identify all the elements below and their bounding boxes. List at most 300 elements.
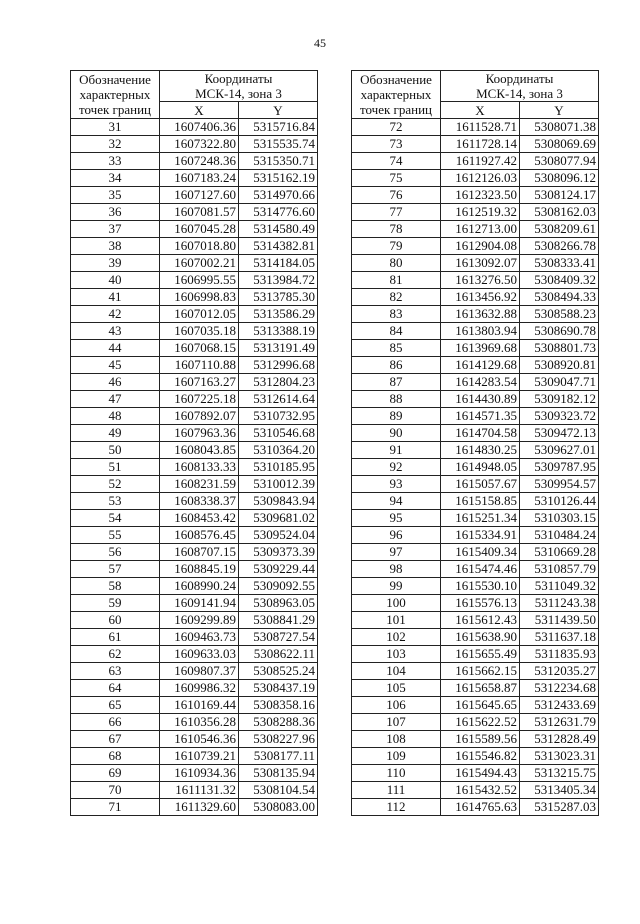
table-row <box>352 374 599 391</box>
y-coordinate-cell: 5315287.03 <box>520 799 599 816</box>
point-id-cell: 108 <box>352 731 441 748</box>
y-coordinate-cell: 5308124.17 <box>520 187 599 204</box>
table-row <box>352 544 599 561</box>
x-coordinate-cell: 1615638.90 <box>441 629 520 646</box>
point-id-cell: 35 <box>71 187 160 204</box>
point-id-cell: 96 <box>352 527 441 544</box>
y-coordinate-cell: 5315162.19 <box>239 170 318 187</box>
point-id-cell: 64 <box>71 680 160 697</box>
table-row <box>71 595 318 612</box>
x-coordinate-cell: 1614830.25 <box>441 442 520 459</box>
point-id-cell: 55 <box>71 527 160 544</box>
table-row <box>352 459 599 476</box>
table-row <box>352 238 599 255</box>
table-row <box>71 476 318 493</box>
y-coordinate-cell: 5308494.33 <box>520 289 599 306</box>
x-coordinate-cell: 1607322.80 <box>160 136 239 153</box>
x-coordinate-cell: 1615409.34 <box>441 544 520 561</box>
point-id-cell: 48 <box>71 408 160 425</box>
table-row <box>352 153 599 170</box>
table-row <box>71 272 318 289</box>
y-coordinate-cell: 5311637.18 <box>520 629 599 646</box>
table-row <box>71 255 318 272</box>
y-coordinate-cell: 5311243.38 <box>520 595 599 612</box>
point-id-cell: 92 <box>352 459 441 476</box>
x-coordinate-cell: 1613632.88 <box>441 306 520 323</box>
y-coordinate-cell: 5311835.93 <box>520 646 599 663</box>
y-coordinate-cell: 5308622.11 <box>239 646 318 663</box>
y-coordinate-cell: 5315350.71 <box>239 153 318 170</box>
x-coordinate-cell: 1607892.07 <box>160 408 239 425</box>
table-row <box>71 748 318 765</box>
point-id-header-line1: Обозначение <box>360 72 432 87</box>
table-row <box>71 782 318 799</box>
table-row <box>352 119 599 136</box>
x-coordinate-cell: 1612519.32 <box>441 204 520 221</box>
y-coordinate-cell: 5310857.79 <box>520 561 599 578</box>
y-coordinate-cell: 5313388.19 <box>239 323 318 340</box>
y-coordinate-cell: 5309092.55 <box>239 578 318 595</box>
y-coordinate-cell: 5312234.68 <box>520 680 599 697</box>
x-header: X <box>160 102 239 119</box>
table-row <box>71 442 318 459</box>
table-row <box>71 170 318 187</box>
point-id-cell: 47 <box>71 391 160 408</box>
y-coordinate-cell: 5310669.28 <box>520 544 599 561</box>
y-coordinate-cell: 5310484.24 <box>520 527 599 544</box>
x-coordinate-cell: 1614571.35 <box>441 408 520 425</box>
x-coordinate-cell: 1613456.92 <box>441 289 520 306</box>
y-coordinate-cell: 5310126.44 <box>520 493 599 510</box>
point-id-cell: 99 <box>352 578 441 595</box>
y-coordinate-cell: 5309229.44 <box>239 561 318 578</box>
y-coordinate-cell: 5308525.24 <box>239 663 318 680</box>
point-id-cell: 44 <box>71 340 160 357</box>
x-coordinate-cell: 1615589.56 <box>441 731 520 748</box>
y-coordinate-cell: 5308727.54 <box>239 629 318 646</box>
y-coordinate-cell: 5314776.60 <box>239 204 318 221</box>
x-coordinate-cell: 1607183.24 <box>160 170 239 187</box>
y-coordinate-cell: 5308162.03 <box>520 204 599 221</box>
y-coordinate-cell: 5309524.04 <box>239 527 318 544</box>
x-coordinate-cell: 1610356.28 <box>160 714 239 731</box>
x-coordinate-cell: 1609986.32 <box>160 680 239 697</box>
table-row <box>71 340 318 357</box>
table-row <box>71 323 318 340</box>
x-coordinate-cell: 1613276.50 <box>441 272 520 289</box>
table-row <box>352 289 599 306</box>
point-id-cell: 57 <box>71 561 160 578</box>
table-row <box>71 374 318 391</box>
x-coordinate-cell: 1609463.73 <box>160 629 239 646</box>
point-id-cell: 104 <box>352 663 441 680</box>
y-coordinate-cell: 5315716.84 <box>239 119 318 136</box>
point-id-cell: 95 <box>352 510 441 527</box>
y-coordinate-cell: 5308690.78 <box>520 323 599 340</box>
y-coordinate-cell: 5309472.13 <box>520 425 599 442</box>
x-coordinate-cell: 1609807.37 <box>160 663 239 680</box>
point-id-header-line3: точек границ <box>359 102 433 117</box>
table-row <box>352 170 599 187</box>
table-row <box>71 680 318 697</box>
y-coordinate-cell: 5310012.39 <box>239 476 318 493</box>
point-id-cell: 72 <box>352 119 441 136</box>
point-id-cell: 93 <box>352 476 441 493</box>
table-row <box>71 578 318 595</box>
x-coordinate-cell: 1613092.07 <box>441 255 520 272</box>
y-coordinate-cell: 5313984.72 <box>239 272 318 289</box>
point-id-cell: 89 <box>352 408 441 425</box>
y-coordinate-cell: 5310364.20 <box>239 442 318 459</box>
x-coordinate-cell: 1615546.82 <box>441 748 520 765</box>
point-id-cell: 73 <box>352 136 441 153</box>
x-coordinate-cell: 1612713.00 <box>441 221 520 238</box>
point-id-cell: 59 <box>71 595 160 612</box>
x-coordinate-cell: 1607225.18 <box>160 391 239 408</box>
point-id-header <box>352 71 441 119</box>
point-id-header <box>71 71 160 119</box>
page-number: 45 <box>314 36 326 50</box>
table-row <box>352 204 599 221</box>
point-id-cell: 32 <box>71 136 160 153</box>
x-coordinate-cell: 1610934.36 <box>160 765 239 782</box>
point-id-cell: 83 <box>352 306 441 323</box>
point-id-cell: 76 <box>352 187 441 204</box>
table-row <box>71 408 318 425</box>
point-id-cell: 87 <box>352 374 441 391</box>
point-id-cell: 97 <box>352 544 441 561</box>
table-row <box>352 391 599 408</box>
y-coordinate-cell: 5313023.31 <box>520 748 599 765</box>
y-coordinate-cell: 5308209.61 <box>520 221 599 238</box>
table-row <box>352 595 599 612</box>
x-coordinate-cell: 1610546.36 <box>160 731 239 748</box>
point-id-cell: 109 <box>352 748 441 765</box>
table-row <box>71 493 318 510</box>
point-id-cell: 106 <box>352 697 441 714</box>
y-coordinate-cell: 5314970.66 <box>239 187 318 204</box>
x-coordinate-cell: 1607035.18 <box>160 323 239 340</box>
table-row <box>71 714 318 731</box>
x-coordinate-cell: 1614765.63 <box>441 799 520 816</box>
point-id-cell: 39 <box>71 255 160 272</box>
coordinates-header <box>441 71 599 102</box>
x-coordinate-cell: 1607163.27 <box>160 374 239 391</box>
table-row <box>71 561 318 578</box>
x-coordinate-cell: 1614129.68 <box>441 357 520 374</box>
table-row <box>352 527 599 544</box>
table-row <box>352 782 599 799</box>
table-row <box>352 714 599 731</box>
table-row <box>71 119 318 136</box>
x-coordinate-cell: 1608845.19 <box>160 561 239 578</box>
point-id-cell: 81 <box>352 272 441 289</box>
y-coordinate-cell: 5308920.81 <box>520 357 599 374</box>
table-row <box>352 510 599 527</box>
table-row <box>71 391 318 408</box>
x-coordinate-cell: 1615057.67 <box>441 476 520 493</box>
y-coordinate-cell: 5310546.68 <box>239 425 318 442</box>
table-row <box>71 187 318 204</box>
y-coordinate-cell: 5308588.23 <box>520 306 599 323</box>
y-coordinate-cell: 5309373.39 <box>239 544 318 561</box>
table-row <box>352 697 599 714</box>
point-id-header-line1: Обозначение <box>79 72 151 87</box>
point-id-cell: 40 <box>71 272 160 289</box>
point-id-cell: 88 <box>352 391 441 408</box>
point-id-cell: 68 <box>71 748 160 765</box>
point-id-cell: 63 <box>71 663 160 680</box>
y-coordinate-cell: 5313405.34 <box>520 782 599 799</box>
table-row <box>71 204 318 221</box>
y-coordinate-cell: 5308358.16 <box>239 697 318 714</box>
x-coordinate-cell: 1608133.33 <box>160 459 239 476</box>
x-coordinate-cell: 1615576.13 <box>441 595 520 612</box>
x-coordinate-cell: 1606995.55 <box>160 272 239 289</box>
point-id-cell: 60 <box>71 612 160 629</box>
table-row <box>71 238 318 255</box>
point-id-header-line3: точек границ <box>78 102 152 117</box>
coordinates-table-left-body <box>71 119 318 816</box>
table-row <box>352 493 599 510</box>
point-id-cell: 80 <box>352 255 441 272</box>
point-id-cell: 102 <box>352 629 441 646</box>
x-coordinate-cell: 1607081.57 <box>160 204 239 221</box>
y-coordinate-cell: 5310185.95 <box>239 459 318 476</box>
y-coordinate-cell: 5308071.38 <box>520 119 599 136</box>
x-coordinate-cell: 1607002.21 <box>160 255 239 272</box>
table-row <box>352 646 599 663</box>
point-id-cell: 98 <box>352 561 441 578</box>
x-coordinate-cell: 1607012.05 <box>160 306 239 323</box>
x-coordinate-cell: 1615662.15 <box>441 663 520 680</box>
table-row <box>71 357 318 374</box>
table-row <box>71 527 318 544</box>
point-id-cell: 105 <box>352 680 441 697</box>
point-id-cell: 61 <box>71 629 160 646</box>
point-id-cell: 62 <box>71 646 160 663</box>
table-row <box>71 629 318 646</box>
y-coordinate-cell: 5308096.12 <box>520 170 599 187</box>
y-coordinate-cell: 5308841.29 <box>239 612 318 629</box>
x-coordinate-cell: 1614430.89 <box>441 391 520 408</box>
coordinates-table-left <box>70 70 318 816</box>
point-id-cell: 69 <box>71 765 160 782</box>
table-row <box>352 663 599 680</box>
table-row <box>352 255 599 272</box>
y-coordinate-cell: 5309681.02 <box>239 510 318 527</box>
point-id-cell: 49 <box>71 425 160 442</box>
table-row <box>352 748 599 765</box>
table-row <box>352 442 599 459</box>
x-coordinate-cell: 1607248.36 <box>160 153 239 170</box>
y-coordinate-cell: 5308069.69 <box>520 136 599 153</box>
x-coordinate-cell: 1615658.87 <box>441 680 520 697</box>
x-coordinate-cell: 1613969.68 <box>441 340 520 357</box>
point-id-cell: 91 <box>352 442 441 459</box>
x-coordinate-cell: 1607068.15 <box>160 340 239 357</box>
y-coordinate-cell: 5308437.19 <box>239 680 318 697</box>
point-id-cell: 111 <box>352 782 441 799</box>
y-coordinate-cell: 5308077.94 <box>520 153 599 170</box>
point-id-cell: 50 <box>71 442 160 459</box>
x-coordinate-cell: 1615474.46 <box>441 561 520 578</box>
y-coordinate-cell: 5308288.36 <box>239 714 318 731</box>
x-coordinate-cell: 1610739.21 <box>160 748 239 765</box>
y-coordinate-cell: 5312996.68 <box>239 357 318 374</box>
x-coordinate-cell: 1611131.32 <box>160 782 239 799</box>
table-row <box>71 646 318 663</box>
point-id-cell: 74 <box>352 153 441 170</box>
table-row <box>352 680 599 697</box>
point-id-cell: 79 <box>352 238 441 255</box>
x-coordinate-cell: 1606998.83 <box>160 289 239 306</box>
table-row <box>71 612 318 629</box>
x-coordinate-cell: 1608043.85 <box>160 442 239 459</box>
y-coordinate-cell: 5308135.94 <box>239 765 318 782</box>
y-coordinate-cell: 5309843.94 <box>239 493 318 510</box>
x-header: X <box>441 102 520 119</box>
y-coordinate-cell: 5312035.27 <box>520 663 599 680</box>
x-coordinate-cell: 1611728.14 <box>441 136 520 153</box>
y-coordinate-cell: 5314580.49 <box>239 221 318 238</box>
point-id-cell: 67 <box>71 731 160 748</box>
y-coordinate-cell: 5312614.64 <box>239 391 318 408</box>
x-coordinate-cell: 1607110.88 <box>160 357 239 374</box>
table-row <box>352 629 599 646</box>
table-row <box>352 425 599 442</box>
x-coordinate-cell: 1615251.34 <box>441 510 520 527</box>
y-coordinate-cell: 5314184.05 <box>239 255 318 272</box>
x-coordinate-cell: 1615645.65 <box>441 697 520 714</box>
point-id-header-line2: характерных <box>79 87 151 102</box>
x-coordinate-cell: 1607963.36 <box>160 425 239 442</box>
x-coordinate-cell: 1608707.15 <box>160 544 239 561</box>
x-coordinate-cell: 1614704.58 <box>441 425 520 442</box>
y-coordinate-cell: 5308177.11 <box>239 748 318 765</box>
x-coordinate-cell: 1608576.45 <box>160 527 239 544</box>
point-id-cell: 31 <box>71 119 160 136</box>
point-id-cell: 75 <box>352 170 441 187</box>
y-coordinate-cell: 5313785.30 <box>239 289 318 306</box>
x-coordinate-cell: 1615432.52 <box>441 782 520 799</box>
x-coordinate-cell: 1608338.37 <box>160 493 239 510</box>
table-row <box>352 578 599 595</box>
point-id-cell: 66 <box>71 714 160 731</box>
x-coordinate-cell: 1607406.36 <box>160 119 239 136</box>
table-row <box>352 408 599 425</box>
y-coordinate-cell: 5308083.00 <box>239 799 318 816</box>
x-coordinate-cell: 1613803.94 <box>441 323 520 340</box>
point-id-cell: 34 <box>71 170 160 187</box>
point-id-cell: 77 <box>352 204 441 221</box>
x-coordinate-cell: 1612323.50 <box>441 187 520 204</box>
point-id-header-line2: характерных <box>360 87 432 102</box>
point-id-cell: 53 <box>71 493 160 510</box>
table-row <box>71 221 318 238</box>
table-row <box>352 187 599 204</box>
x-coordinate-cell: 1612904.08 <box>441 238 520 255</box>
table-row <box>71 425 318 442</box>
coordinates-header-line1: Координаты <box>204 71 273 86</box>
table-row <box>71 306 318 323</box>
y-header: Y <box>520 102 599 119</box>
x-coordinate-cell: 1608990.24 <box>160 578 239 595</box>
y-coordinate-cell: 5308333.41 <box>520 255 599 272</box>
table-row <box>352 272 599 289</box>
y-coordinate-cell: 5313191.49 <box>239 340 318 357</box>
coordinates-table-right-body <box>352 119 599 816</box>
point-id-cell: 110 <box>352 765 441 782</box>
table-row <box>71 663 318 680</box>
point-id-cell: 52 <box>71 476 160 493</box>
point-id-cell: 90 <box>352 425 441 442</box>
table-row <box>71 289 318 306</box>
table-row <box>352 323 599 340</box>
y-header: Y <box>239 102 318 119</box>
y-coordinate-cell: 5309787.95 <box>520 459 599 476</box>
point-id-cell: 86 <box>352 357 441 374</box>
y-coordinate-cell: 5308104.54 <box>239 782 318 799</box>
y-coordinate-cell: 5309627.01 <box>520 442 599 459</box>
coordinates-header-line2: МСК-14, зона 3 <box>195 86 282 101</box>
table-row <box>352 340 599 357</box>
point-id-cell: 45 <box>71 357 160 374</box>
table-row <box>71 136 318 153</box>
table-row <box>352 306 599 323</box>
y-coordinate-cell: 5308409.32 <box>520 272 599 289</box>
y-coordinate-cell: 5312433.69 <box>520 697 599 714</box>
point-id-cell: 43 <box>71 323 160 340</box>
point-id-cell: 103 <box>352 646 441 663</box>
y-coordinate-cell: 5314382.81 <box>239 238 318 255</box>
x-coordinate-cell: 1607127.60 <box>160 187 239 204</box>
table-row <box>352 765 599 782</box>
x-coordinate-cell: 1609299.89 <box>160 612 239 629</box>
x-coordinate-cell: 1612126.03 <box>441 170 520 187</box>
point-id-cell: 58 <box>71 578 160 595</box>
y-coordinate-cell: 5309047.71 <box>520 374 599 391</box>
table-row <box>71 765 318 782</box>
x-coordinate-cell: 1615530.10 <box>441 578 520 595</box>
point-id-cell: 65 <box>71 697 160 714</box>
table-row <box>71 731 318 748</box>
table-row <box>352 799 599 816</box>
y-coordinate-cell: 5313215.75 <box>520 765 599 782</box>
y-coordinate-cell: 5311049.32 <box>520 578 599 595</box>
x-coordinate-cell: 1615655.49 <box>441 646 520 663</box>
point-id-cell: 78 <box>352 221 441 238</box>
table-row <box>352 476 599 493</box>
x-coordinate-cell: 1609633.03 <box>160 646 239 663</box>
y-coordinate-cell: 5315535.74 <box>239 136 318 153</box>
point-id-cell: 51 <box>71 459 160 476</box>
coordinates-header-line1: Координаты <box>485 71 554 86</box>
point-id-cell: 54 <box>71 510 160 527</box>
table-row <box>352 731 599 748</box>
x-coordinate-cell: 1611528.71 <box>441 119 520 136</box>
y-coordinate-cell: 5309954.57 <box>520 476 599 493</box>
point-id-cell: 94 <box>352 493 441 510</box>
x-coordinate-cell: 1615158.85 <box>441 493 520 510</box>
y-coordinate-cell: 5310732.95 <box>239 408 318 425</box>
point-id-cell: 33 <box>71 153 160 170</box>
point-id-cell: 41 <box>71 289 160 306</box>
coordinates-header-line2: МСК-14, зона 3 <box>476 86 563 101</box>
y-coordinate-cell: 5310303.15 <box>520 510 599 527</box>
y-coordinate-cell: 5312631.79 <box>520 714 599 731</box>
point-id-cell: 82 <box>352 289 441 306</box>
